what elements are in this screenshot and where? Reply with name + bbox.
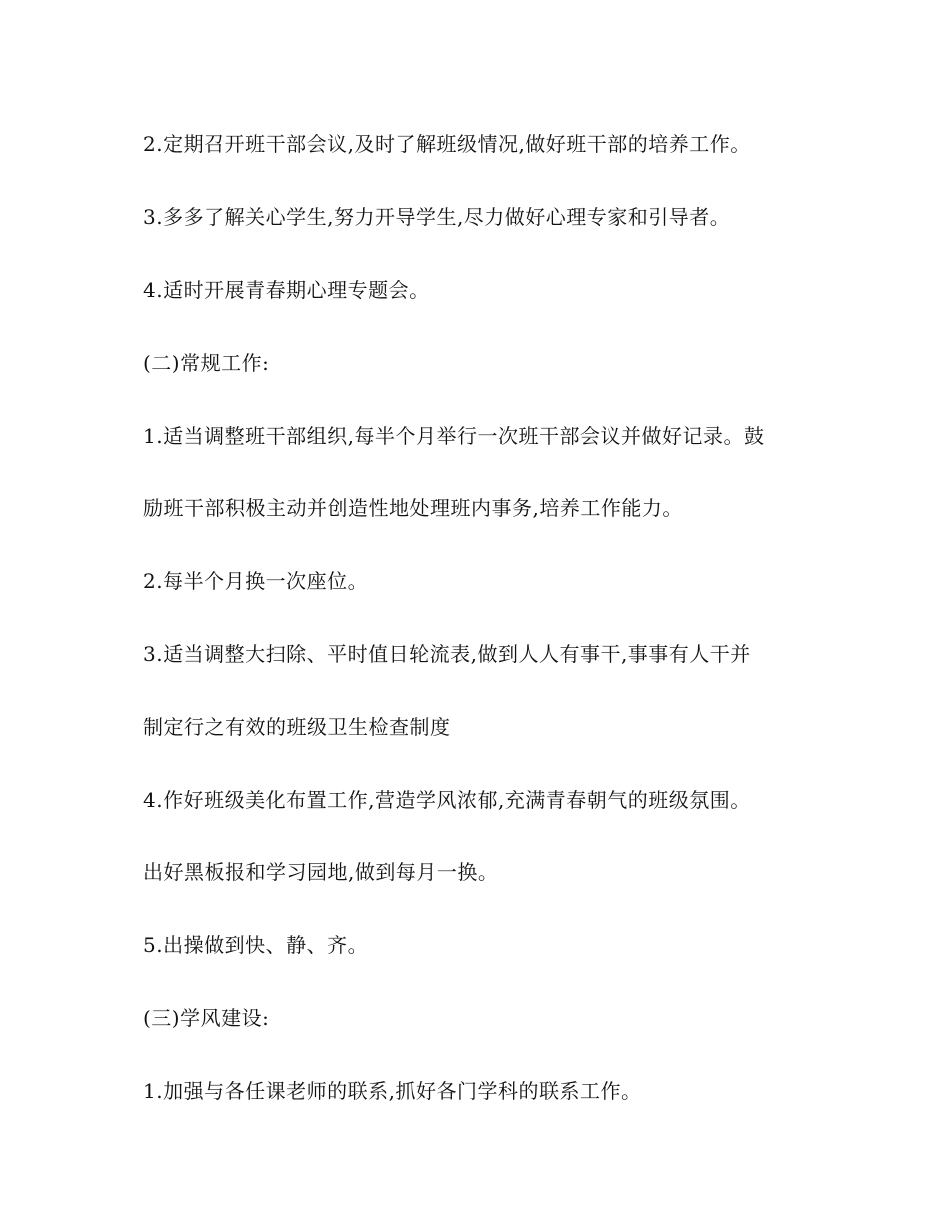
section-heading: (二)常规工作:: [143, 351, 270, 375]
section-heading: (三)学风建设:: [143, 1006, 270, 1030]
text-line: 励班干部积极主动并创造性地处理班内事务,培养工作能力。: [143, 496, 683, 520]
text-line: 1.加强与各任课老师的联系,抓好各门学科的联系工作。: [143, 1079, 642, 1103]
text-line: 3.多多了解关心学生,努力开导学生,尽力做好心理专家和引导者。: [143, 205, 731, 229]
text-line: 5.出操做到快、静、齐。: [143, 933, 369, 957]
text-line: 3.适当调整大扫除、平时值日轮流表,做到人人有事干,事事有人干并: [143, 642, 751, 666]
text-line: 4.适时开展青春期心理专题会。: [143, 278, 430, 302]
text-line: 2.定期召开班干部会议,及时了解班级情况,做好班干部的培养工作。: [143, 132, 751, 156]
text-line: 出好黑板报和学习园地,做到每月一换。: [143, 860, 499, 884]
text-line: 制定行之有效的班级卫生检查制度: [143, 715, 451, 739]
text-line: 1.适当调整班干部组织,每半个月举行一次班干部会议并做好记录。鼓: [143, 424, 765, 448]
text-line: 4.作好班级美化布置工作,营造学风浓郁,充满青春朝气的班级氛围。: [143, 788, 751, 812]
text-line: 2.每半个月换一次座位。: [143, 569, 369, 593]
